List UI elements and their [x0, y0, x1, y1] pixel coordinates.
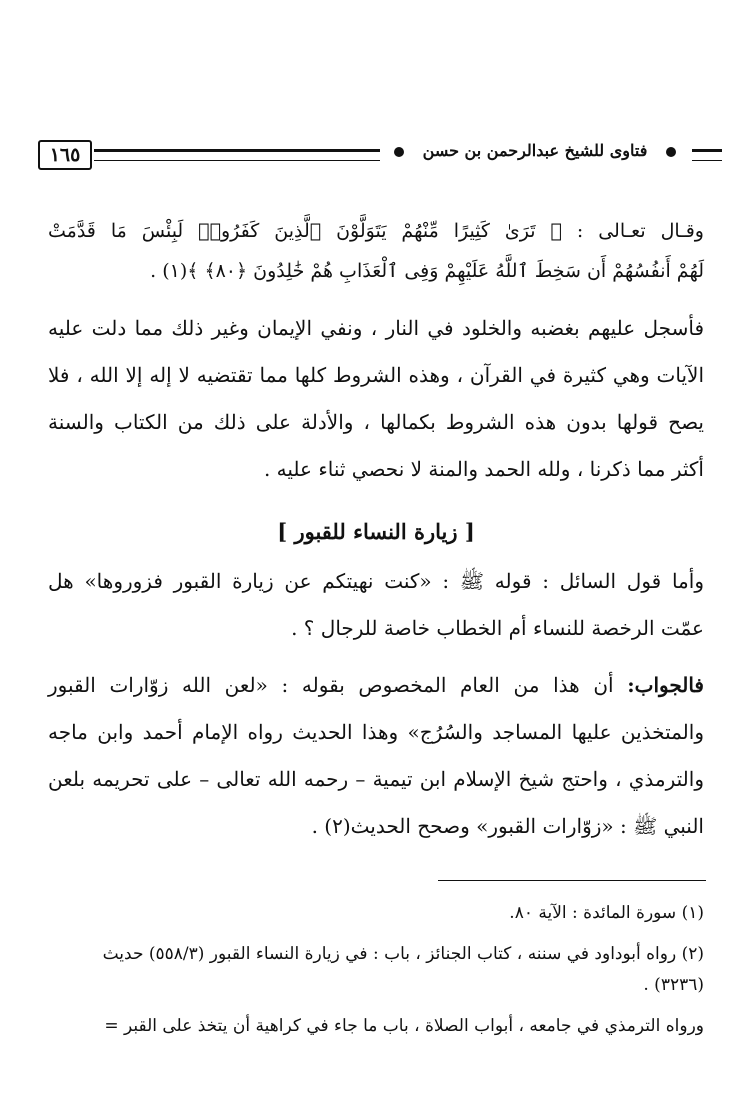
question-line: عمّت الرخصة للنساء أم الخطاب خاصة للرجال ؟ .: [291, 616, 704, 640]
footnote-continuation: (٣٢٣٦) .: [643, 975, 704, 995]
question-line: وأما قول السائل : قوله ﷺ : «كنت نهيتكم عن زيارة القبور فزوروها» هل: [48, 569, 704, 593]
paragraph-line: فأسجل عليهم بغضبه والخلود في النار ، ونفي الإيمان وغير ذلك مما دلت عليه: [48, 316, 704, 340]
header-rule-left: [94, 149, 380, 161]
header-bullet-icon: [666, 147, 676, 157]
page-number: ١٦٥: [38, 140, 92, 170]
quran-verse-line-1: وقـال تعـالى : ﴿ تَرَىٰ كَثِيرًا مِّنْهُمْ يَتَوَلَّوْنَ ٱلَّذِينَ كَفَرُوا۟ لَبِئْسَ مَا قَدَّمَتْ: [48, 220, 704, 242]
section-heading: [ زيارة النساء للقبور ]: [277, 519, 475, 544]
answer-line: النبي ﷺ : «زوّارات القبور» وصحح الحديث(٢) .: [311, 814, 704, 838]
footnote: (٢) رواه أبوداود في سننه ، كتاب الجنائز ، باب : في زيارة النساء القبور (٥٥٨/٣) حديث: [102, 944, 704, 964]
answer-line: والترمذي ، واحتج شيخ الإسلام ابن تيمية – رحمه الله تعالى – على تحريمه بلعن: [48, 767, 704, 791]
footnote: (١) سورة المائدة : الآية ٨٠.: [509, 903, 704, 923]
paragraph-line: يصح قولها بدون هذه الشروط بكمالها ، والأدلة على ذلك من الكتاب والسنة: [48, 410, 704, 434]
footnote: ورواه الترمذي في جامعه ، أبواب الصلاة ، باب ما جاء في كراهية أن يتخذ على القبر =: [104, 1016, 704, 1036]
paragraph-line: أكثر مما ذكرنا ، ولله الحمد والمنة لا نحصي ثناء عليه .: [263, 457, 704, 481]
answer-line: والمتخذين عليها المساجد والسُرُج» وهذا الحديث رواه الإمام أحمد وابن ماجه: [48, 720, 704, 744]
answer-line-1: [48, 670, 704, 700]
header-bullet-icon: [394, 147, 404, 157]
answer-text: أن هذا من العام المخصوص بقوله : «لعن الله زوّارات القبور: [48, 673, 614, 697]
header-rule-right: [692, 149, 722, 161]
running-title: فتاوى للشيخ عبدالرحمن بن حسن: [422, 141, 648, 160]
page-header: [38, 140, 684, 172]
paragraph-line: الآيات وهي كثيرة في القرآن ، وهذه الشروط كلها مما تقتضيه لا إله إلا الله ، فلا: [48, 363, 704, 387]
quran-verse-line-2: لَهُمْ أَنفُسُهُمْ أَن سَخِطَ ٱللَّهُ عَلَيْهِمْ وَفِى ٱلْعَذَابِ هُمْ خَٰلِدُونَ ﴿٨٠﴾ ﴾(١) .: [150, 260, 704, 282]
footnote-divider: [438, 880, 706, 881]
answer-label: فالجواب:: [627, 673, 704, 697]
